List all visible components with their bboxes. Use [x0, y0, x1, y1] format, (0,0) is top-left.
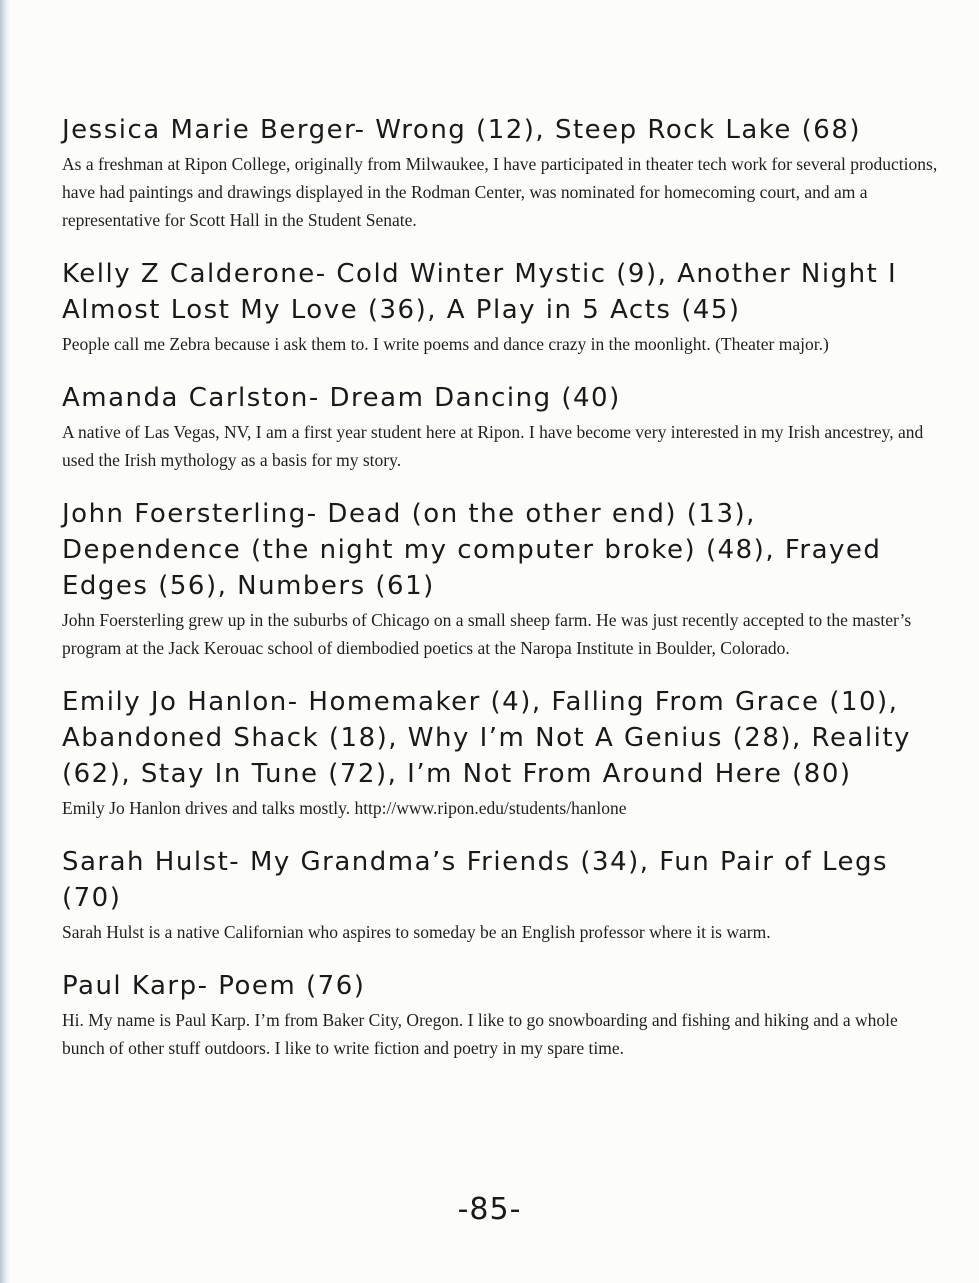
contributor-bio: Emily Jo Hanlon drives and talks mostly. http://www.ripon.edu/students/hanlone — [62, 798, 627, 818]
contributor-entry — [62, 968, 942, 1062]
contributor-bio: A native of Las Vegas, NV, I am a first year student here at Ripon. I have become very interested in my Irish ancestrey, and used the Irish mythology as a basis for my story. — [62, 422, 924, 470]
contributor-bio: People call me Zebra because i ask them to. I write poems and dance crazy in the moonlight. (Theater major.) — [62, 334, 829, 354]
contributor-bio: Sarah Hulst is a native Californian who aspires to someday be an English professor where it is warm. — [62, 922, 771, 942]
contributor-heading: Sarah Hulst- My Grandma’s Friends (34), Fun Pair of Legs (70) — [62, 847, 889, 913]
contributor-heading: Emily Jo Hanlon- Homemaker (4), Falling From Grace (10), Abandoned Shack (18), Why I’m Not A Genius (28), Reality (62), Stay In Tune (72), I’m Not From Around Here (80) — [62, 687, 911, 789]
contributor-entry — [62, 380, 942, 474]
page-binding-edge — [0, 0, 10, 1283]
contributor-entry — [62, 112, 942, 234]
contributor-heading: Jessica Marie Berger- Wrong (12), Steep Rock Lake (68) — [62, 115, 862, 145]
contributor-heading: Kelly Z Calderone- Cold Winter Mystic (9), Another Night I Almost Lost My Love (36), A Play in 5 Acts (45) — [62, 259, 898, 325]
contributor-heading: Paul Karp- Poem (76) — [62, 971, 366, 1001]
contributor-entry — [62, 844, 942, 946]
contributor-bio: As a freshman at Ripon College, originally from Milwaukee, I have participated in theater tech work for several productions, have had paintings and drawings displayed in the Rodman Center, was nominated for homecoming court, and am a representative for Scott Hall in the Student Senate. — [62, 154, 938, 230]
contributor-heading: John Foersterling- Dead (on the other end) (13), Dependence (the night my computer broke) (48), Frayed Edges (56), Numbers (61) — [62, 499, 882, 601]
contributor-bio: John Foersterling grew up in the suburbs of Chicago on a small sheep farm. He was just recently accepted to the master’s program at the Jack Kerouac school of diembodied poetics at the Naropa Institute in Boulder, Colorado. — [62, 610, 912, 658]
contributor-heading: Amanda Carlston- Dream Dancing (40) — [62, 383, 621, 413]
contributor-entry — [62, 256, 942, 358]
page-number: -85- — [457, 1192, 522, 1227]
contributor-entry — [62, 684, 942, 822]
contributors-list — [62, 112, 942, 1084]
contributor-bio: Hi. My name is Paul Karp. I’m from Baker City, Oregon. I like to go snowboarding and fishing and hiking and a whole bunch of other stuff outdoors. I like to write fiction and poetry in my spare time. — [62, 1010, 898, 1058]
contributor-entry — [62, 496, 942, 662]
